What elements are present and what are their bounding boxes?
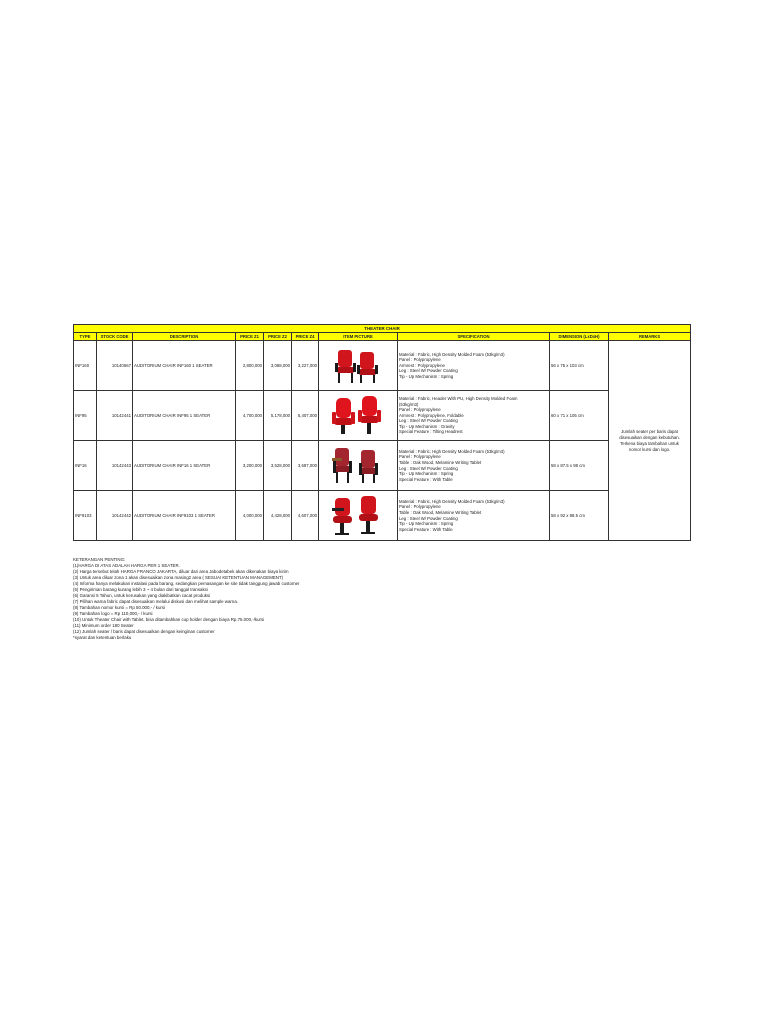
cell-remarks <box>609 341 691 541</box>
note-line: (9) Tambahan logo = Rp 110,000,- / kursi <box>73 611 153 616</box>
spec-line: Table : Oak Wood, Melamine Writing Tablet <box>399 509 482 515</box>
spec-line: Table : Oak Wood, Melamine Writing Tablet <box>399 459 482 465</box>
spec-line: Tip - Up Mechanism : Spring <box>399 471 454 477</box>
cell-type: INF95 <box>74 391 97 441</box>
header-stock-code: STOCK CODE <box>97 333 133 341</box>
cell-price-z4: 3,687,000 <box>292 441 319 491</box>
spec-line: Panel : Polypropylene <box>399 407 441 413</box>
header-specification: SPECIFICATION <box>398 333 550 341</box>
note-line: (1)HARGA DI ATAS ADALAH HARGA PER 1 SEATER. <box>73 563 180 568</box>
cell-stock-code: 10140667 <box>97 341 133 391</box>
cell-price-z4: 4,607,000 <box>292 491 319 541</box>
cell-price-z2: 3,088,000 <box>264 341 292 391</box>
cell-price-z1: 3,200,000 <box>236 441 264 491</box>
cell-specification <box>398 441 550 491</box>
spec-line: Leg : Steel W/ Powder Coating <box>399 515 458 521</box>
cell-dimension: 58 x 92 x 98.5 cm <box>550 491 609 541</box>
cell-price-z4: 5,407,000 <box>292 391 319 441</box>
cell-price-z2: 3,528,000 <box>264 441 292 491</box>
table-row <box>74 341 691 391</box>
spec-line: Panel : Polypropylene <box>399 357 441 363</box>
cell-item-picture <box>319 391 398 441</box>
note-line: (3) Untuk area diluar zona 1 akan disesuaikan zona masing2 area ( SESUAI KETENTUAN MANAGEMENT) <box>73 575 284 580</box>
table-row <box>74 491 691 541</box>
note-line: (5) Pengiriman barang kurang lebih 3 ~ 4 bulan dari tanggal transaksi <box>73 587 208 592</box>
cell-stock-code: 10142443 <box>97 441 133 491</box>
spec-line: Panel : Polypropylene <box>399 454 441 460</box>
theater-chair-pair-icon <box>330 395 386 437</box>
cell-specification <box>398 491 550 541</box>
spec-line: Leg : Steel W/ Powder Coating <box>399 368 458 374</box>
table-title-row <box>74 325 691 333</box>
spec-line: Special Feature : Tilting Headrest <box>399 429 463 435</box>
cell-dimension: 60 x 71 x 105 cm <box>550 391 609 441</box>
important-notes <box>73 557 473 641</box>
cell-dimension: 56 x 75 x 103 cm <box>550 341 609 391</box>
remarks-line: Jumlah seater per baris dapat <box>621 428 678 434</box>
note-line: (11) Minimum order 180 Seater <box>73 623 134 628</box>
cell-price-z4: 3,227,000 <box>292 341 319 391</box>
spec-line: Material : Fabric, High Density Molded Foam (53kg/m3) <box>399 448 505 454</box>
table-header-row <box>74 333 691 341</box>
cell-stock-code: 10142441 <box>97 391 133 441</box>
cell-item-picture <box>319 341 398 391</box>
cell-item-picture <box>319 491 398 541</box>
remarks-line: Terkena biaya tambahan untuk <box>620 440 679 446</box>
spec-line: (53kg/m3) <box>399 401 419 407</box>
cell-description: AUDITORIUM CHAIR INF95 1 SEATER <box>133 391 236 441</box>
remarks-line: nomor kursi dan logo. <box>628 446 671 452</box>
note-line: (12) Jumlah seater / baris dapat disesuaikan dengan keinginan customer <box>73 629 215 634</box>
spec-line: Tip - Up Mechanism : Spring <box>399 373 454 379</box>
cell-price-z1: 2,800,000 <box>236 341 264 391</box>
spec-line: Armrest : Polypropylene <box>399 362 445 368</box>
note-line: (8) Tambahan nomor kursi = Rp 50.000,- / kursi <box>73 605 166 610</box>
header-dimension: DIMENSION (LxDxH) <box>550 333 609 341</box>
header-price-z4: PRICE Z4 <box>292 333 319 341</box>
header-type: TYPE <box>74 333 97 341</box>
spec-line: Special Feature : With Table <box>399 526 453 532</box>
header-remarks: REMARKS <box>609 333 691 341</box>
spec-line: Leg : Steel W/ Powder Coating <box>399 465 458 471</box>
note-line: (2) Harga tersebut telah HARGA FRANCO JAKARTA, diluar dari area Jabodetabek akan dikenakan biaya kirim <box>73 569 289 574</box>
cell-price-z1: 4,700,000 <box>236 391 264 441</box>
table-row <box>74 391 691 441</box>
spec-line: Leg : Steel W/ Powder Coating <box>399 418 458 424</box>
cell-description: AUDITORIUM CHAIR INF9103 1 SEATER <box>133 491 236 541</box>
note-line: (7) Pilihan warna fabric dapat disesuaikan melalui diskusi dan melihat sample warna. <box>73 599 238 604</box>
cell-stock-code: 10142442 <box>97 491 133 541</box>
cell-dimension: 58 x 87.5 x 98 cm <box>550 441 609 491</box>
theater-chair-pair-icon <box>330 494 386 538</box>
note-line: (4) Informa hanya melakukan instalasi pada barang, sedangkan pemasangan ke site tidak tanggung jawab customer <box>73 581 300 586</box>
cell-type: INF9103 <box>74 491 97 541</box>
spec-line: Material : Fabric, High Density Molded Foam (53kg/m3) <box>399 351 505 357</box>
table-row <box>74 441 691 491</box>
price-sheet <box>73 324 690 541</box>
spec-line: Material : Fabric, High Density Molded Foam (53kg/m3) <box>399 498 505 504</box>
header-price-z1: PRICE Z1 <box>236 333 264 341</box>
cell-description: AUDITORIUM CHAIR INF160 1 SEATER <box>133 341 236 391</box>
cell-price-z1: 4,000,000 <box>236 491 264 541</box>
cell-description: AUDITORIUM CHAIR INF16 1 SEATER <box>133 441 236 491</box>
theater-chair-table <box>73 324 691 541</box>
spec-line: Special Feature : With Table <box>399 476 453 482</box>
note-line: *syarat dan ketentuan berlaku <box>73 635 132 640</box>
cell-type: INF160 <box>74 341 97 391</box>
theater-chair-pair-icon <box>332 346 384 386</box>
spec-line: Tip - Up Mechanism : Gravity <box>399 423 455 429</box>
spec-line: Tip - Up Mechanism : Spring <box>399 521 454 527</box>
cell-price-z2: 5,178,000 <box>264 391 292 441</box>
cell-item-picture <box>319 441 398 491</box>
cell-specification <box>398 391 550 441</box>
note-line: (10) Untuk Theater Chair with Tablet, bisa ditambahkan cup holder dengan biaya Rp.75.000,-/kursi <box>73 617 265 622</box>
cell-price-z2: 4,428,000 <box>264 491 292 541</box>
theater-chair-pair-icon <box>330 445 386 487</box>
header-price-z2: PRICE Z2 <box>264 333 292 341</box>
note-line: (6) Garansi 5 Tahun, untuk kerusakan yang diakibatkan cacat produksi <box>73 593 211 598</box>
table-title: THEATER CHAIR <box>74 325 691 333</box>
note-line: KETERANGAN PENTING: <box>73 557 126 562</box>
header-description: DESCRIPTION <box>133 333 236 341</box>
remarks-line: disesuaikan dengan kebutuhan. <box>619 434 680 440</box>
cell-type: INF16 <box>74 441 97 491</box>
spec-line: Armrest : Polypropylene, Foldable <box>399 412 464 418</box>
cell-specification <box>398 341 550 391</box>
spec-line: Panel : Polypropylene <box>399 504 441 510</box>
spec-line: Material : Fabric, Header With PU, High Density Molded Foam <box>399 395 518 401</box>
header-item-picture: ITEM PICTURE <box>319 333 398 341</box>
